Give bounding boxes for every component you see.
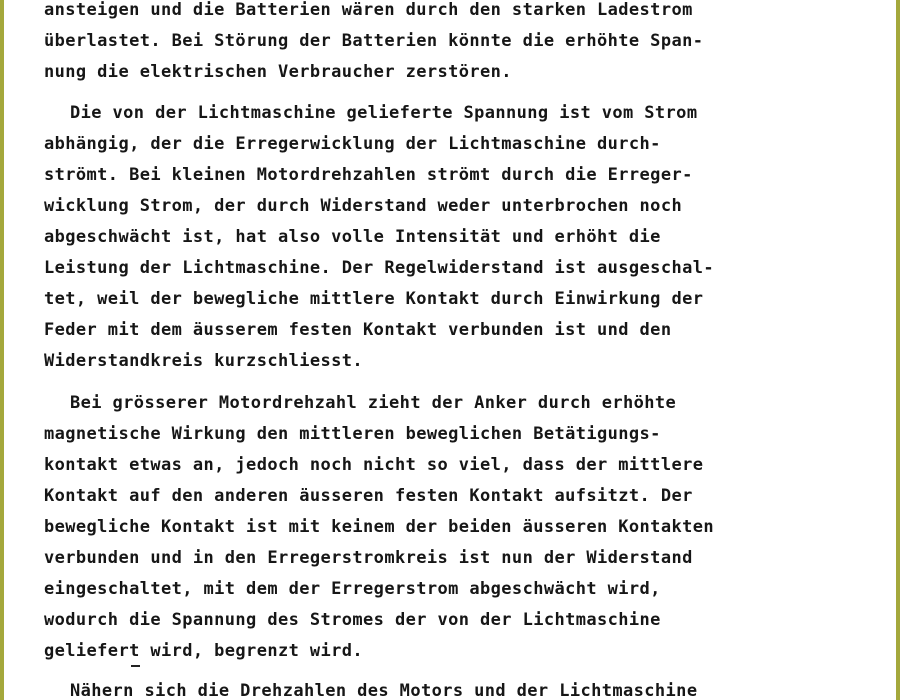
text-line: eingeschaltet, mit dem der Erregerstrom abgeschwächt wird, bbox=[44, 579, 661, 599]
text-line: Die von der Lichtmaschine gelieferte Spannung ist vom Strom bbox=[70, 103, 698, 123]
text-line: kontakt etwas an, jedoch noch nicht so viel, dass der mittlere bbox=[44, 455, 704, 475]
text-line: Bei grösserer Motordrehzahl zieht der Anker durch erhöhte bbox=[70, 393, 677, 413]
text-line: strömt. Bei kleinen Motordrehzahlen strömt durch die Erreger- bbox=[44, 165, 693, 185]
text-line: ansteigen und die Batterien wären durch den starken Ladestrom bbox=[44, 0, 693, 20]
text-line: Widerstandkreis kurzschliesst. bbox=[44, 351, 364, 371]
text-line: magnetische Wirkung den mittleren beweglichen Betätigungs- bbox=[44, 424, 661, 444]
text-line: wicklung Strom, der durch Widerstand weder unterbrochen noch bbox=[44, 196, 683, 216]
text-line: Nähern sich die Drehzahlen des Motors und der Lichtmaschine bbox=[70, 681, 698, 700]
text-line: nung die elektrischen Verbraucher zerstören. bbox=[44, 62, 512, 82]
text-line: verbunden und in den Erregerstromkreis ist nun der Widerstand bbox=[44, 548, 693, 568]
text-line: Feder mit dem äusserem festen Kontakt verbunden ist und den bbox=[44, 320, 672, 340]
text-line: Leistung der Lichtmaschine. Der Regelwiderstand ist ausgeschal- bbox=[44, 258, 714, 278]
text-line: geliefert wird, begrenzt wird. bbox=[44, 641, 364, 661]
text-line: überlastet. Bei Störung der Batterien könnte die erhöhte Span- bbox=[44, 31, 704, 51]
text-line: abhängig, der die Erregerwicklung der Lichtmaschine durch- bbox=[44, 134, 661, 154]
text-line: Kontakt auf den anderen äusseren festen Kontakt aufsitzt. Der bbox=[44, 486, 693, 506]
text-line: wodurch die Spannung des Stromes der von der Lichtmaschine bbox=[44, 610, 661, 630]
text-line: bewegliche Kontakt ist mit keinem der beiden äusseren Kontakten bbox=[44, 517, 714, 537]
stray-mark bbox=[131, 665, 140, 667]
text-line: abgeschwächt ist, hat also volle Intensität und erhöht die bbox=[44, 227, 661, 247]
text-line: tet, weil der bewegliche mittlere Kontakt durch Einwirkung der bbox=[44, 289, 704, 309]
